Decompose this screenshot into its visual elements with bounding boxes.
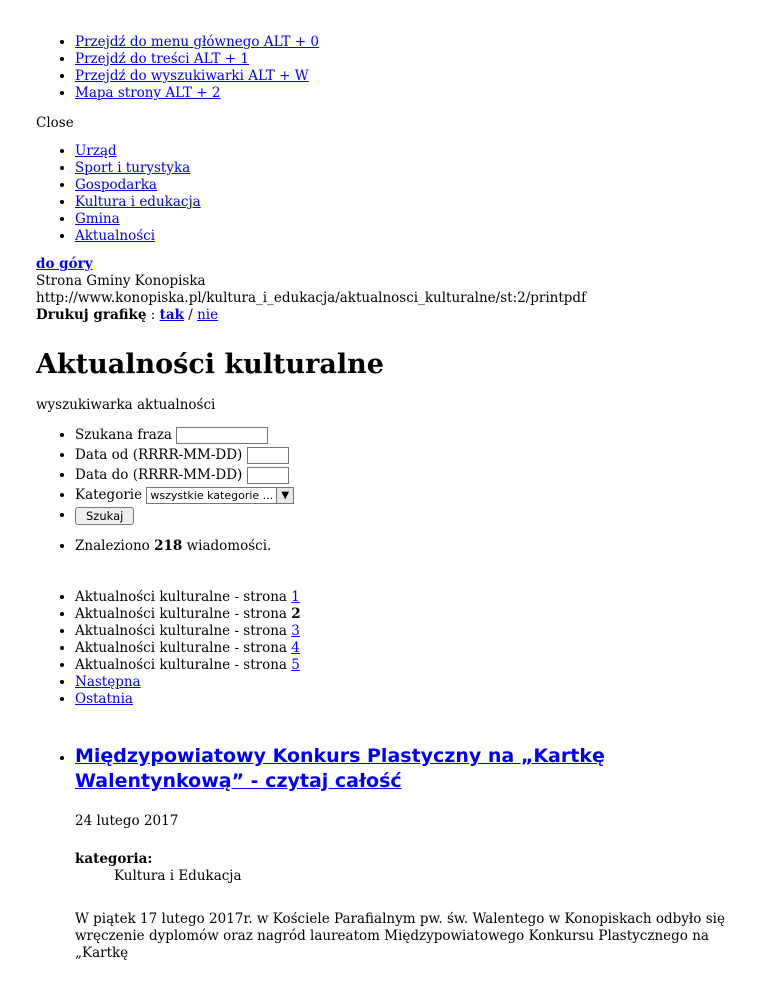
page-link-1[interactable]: 1 [291, 589, 300, 605]
news-list [36, 744, 732, 962]
print-graphics-label: Drukuj grafikę [36, 307, 147, 323]
article-date: 24 lutego 2017 [75, 813, 179, 829]
pagination-prefix: Aktualności kulturalne - strona [75, 623, 292, 639]
pagination-item [75, 640, 732, 657]
results-summary [36, 538, 732, 555]
last-page-link[interactable]: Ostatnia [75, 691, 133, 707]
skip-links [36, 0, 732, 102]
search-row [75, 445, 732, 465]
skip-to-content-link[interactable]: Przejdź do treści ALT + 1 [75, 51, 249, 67]
search-row [75, 485, 732, 505]
separator: : [146, 307, 160, 323]
date-from-input[interactable] [247, 447, 289, 464]
main-menu [36, 143, 732, 245]
pagination-item [75, 623, 732, 640]
skip-to-search-link[interactable]: Przejdź do wyszukiwarki ALT + W [75, 68, 309, 84]
menu-item [75, 177, 732, 194]
page-link-3[interactable]: 3 [291, 623, 300, 639]
menu-item-kultura[interactable]: Kultura i edukacja [75, 194, 201, 210]
next-page-link[interactable]: Następna [75, 674, 141, 690]
print-graphics-yes-link[interactable]: tak [159, 307, 184, 323]
menu-item [75, 228, 732, 245]
date-from-label: Data od (RRRR-MM-DD) [75, 447, 243, 463]
pagination-prefix: Aktualności kulturalne - strona [75, 589, 292, 605]
dropdown-arrow-icon: ▼ [276, 488, 293, 503]
date-to-input[interactable] [247, 467, 289, 484]
category-label: Kategorie [75, 487, 143, 503]
page-link-4[interactable]: 4 [291, 640, 300, 656]
results-suffix: wiadomości. [182, 538, 272, 554]
menu-item [75, 194, 732, 211]
skip-link-item [75, 51, 732, 68]
top-info [36, 256, 732, 324]
pagination-item [75, 657, 732, 674]
back-to-top-link[interactable]: do góry [36, 256, 93, 272]
menu-item-sport[interactable]: Sport i turystyka [75, 160, 191, 176]
pagination-item [75, 691, 732, 708]
page-title: Aktualności kulturalne [36, 349, 384, 380]
menu-item-urzad[interactable]: Urząd [75, 143, 117, 159]
menu-item-gmina[interactable]: Gmina [75, 211, 120, 227]
menu-item [75, 211, 732, 228]
menu-item-gospodarka[interactable]: Gospodarka [75, 177, 157, 193]
current-page: 2 [291, 606, 301, 622]
category-value: wszystkie kategorie ... [150, 488, 274, 502]
search-row [75, 465, 732, 485]
category-name: Kultura i Edukacja [114, 868, 242, 884]
menu-item-aktualnosci[interactable]: Aktualności [75, 228, 156, 244]
pagination [36, 589, 732, 708]
news-item [75, 744, 732, 962]
site-name: Strona Gminy Konopiska [36, 273, 206, 289]
search-form [36, 425, 732, 525]
skip-to-menu-link[interactable]: Przejdź do menu głównego ALT + 0 [75, 34, 319, 50]
menu-item [75, 160, 732, 177]
results-prefix: Znaleziono [75, 538, 155, 554]
close-label[interactable]: Close [36, 115, 74, 131]
category-select[interactable] [146, 487, 294, 504]
pagination-prefix: Aktualności kulturalne - strona [75, 657, 292, 673]
phrase-input[interactable] [176, 427, 268, 444]
search-row [75, 505, 732, 525]
pagination-item [75, 589, 732, 606]
separator: / [183, 307, 198, 323]
pagination-prefix: Aktualności kulturalne - strona [75, 606, 292, 622]
pagination-prefix: Aktualności kulturalne - strona [75, 640, 292, 656]
search-title: wyszukiwarka aktualności [36, 397, 216, 413]
print-graphics-row [36, 307, 732, 324]
sitemap-link[interactable]: Mapa strony ALT + 2 [75, 85, 221, 101]
page-url: http://www.konopiska.pl/kultura_i_edukacja/aktualnosci_kulturalne/st:2/printpdf [36, 290, 587, 306]
skip-link-item [75, 85, 732, 102]
search-row [75, 425, 732, 445]
article-category [75, 851, 732, 885]
skip-link-item [75, 34, 732, 51]
print-graphics-no-link[interactable]: nie [197, 307, 219, 323]
results-count-text [75, 538, 732, 555]
pagination-item [75, 674, 732, 691]
results-count: 218 [154, 538, 183, 554]
article-title-link[interactable]: Międzypowiatowy Konkurs Plastyczny na „Kartkę Walentynkową” - czytaj całość [75, 745, 605, 792]
page-link-5[interactable]: 5 [291, 657, 300, 673]
menu-item [75, 143, 732, 160]
article-excerpt: W piątek 17 lutego 2017r. w Kościele Parafialnym pw. św. Walentego w Konopiskach odbyło się wręczenie dyplomów oraz nagród laureatom Międzypowiatowego Konkursu Plastycznego na „Kartkę [75, 911, 725, 961]
date-to-label: Data do (RRRR-MM-DD) [75, 467, 243, 483]
pagination-item [75, 606, 732, 623]
search-button[interactable]: Szukaj [75, 507, 134, 525]
phrase-label: Szukana fraza [75, 427, 172, 443]
category-heading: kategoria: [75, 851, 153, 867]
skip-link-item [75, 68, 732, 85]
